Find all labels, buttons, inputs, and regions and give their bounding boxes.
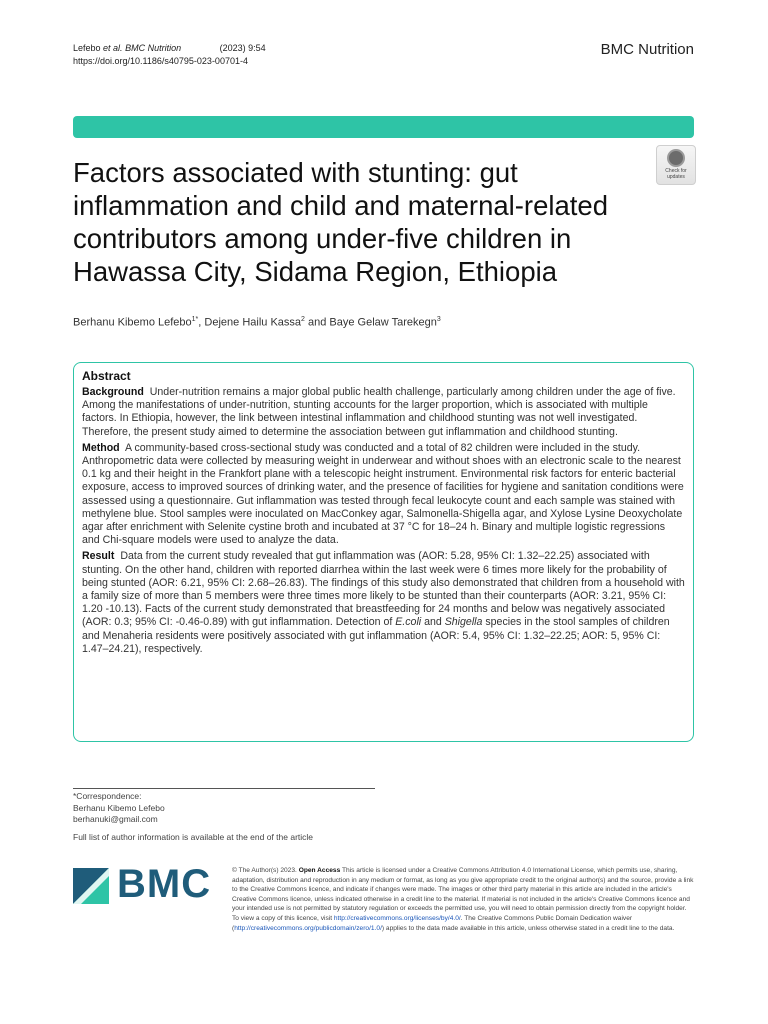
license-text bbox=[232, 866, 695, 933]
citation-journal: BMC Nutrition bbox=[125, 43, 182, 53]
correspondence-label: *Correspondence: bbox=[73, 791, 142, 801]
open-access-label: Open Access bbox=[298, 867, 341, 874]
bmc-logo[interactable] bbox=[73, 862, 215, 906]
result-text: Data from the current study revealed that gut inflammation was (AOR: 5.28, 95% CI: 1.32–22.25) associated with stunting. On the other hand, children with reported diarrhea within the last week were 6 times more likely for the probability of being stunted (AOR: 6.21, 95% CI: 2.68–26.83). The findings of this study also demonstrated that children from a household with a family size of more than 5 members were three times more likely to be stunted than their counterparts (AOR: 3.21, 95% CI: 1.20 -10.13). Facts of the current study demonstrated that breastfeeding for 24 months and below was negatively associated (AOR: 0.3; 95% CI: -0.46-0.89) with gut inflammation. Detection of bbox=[82, 550, 685, 629]
citation-line bbox=[73, 42, 266, 55]
abstract-background bbox=[82, 386, 685, 439]
method-text: A community-based cross-sectional study was conducted and a total of 82 children were included in the study. Anthropometric data were collected by measuring weight in underwear and without shoes with an electronic scale to the nearest 0.1 kg and their height in the Frankfort plane with a telescopic height instrument. Environmental risk factors for enteric bacterial exposure, access to improved sources of drinking water, and the presence of facilities for hygiene and sanitation conditions were assessed using a questionnaire. Gut inflammation was tested through fecal leukocyte count and each sample was stained with methylene blue. Stool samples were inoculated on MacConkey agar, Salmonella-Shigella agar, and Xylose Lysine Deoxycholate agar after enrichment with Selenite cystine broth and incubated at 37 °C for 18–24 h. Binary and multiple logistic regressions and Chi-square models were used to analyze the data. bbox=[82, 441, 684, 547]
method-label: Method bbox=[82, 441, 120, 454]
badge-line-1: Check for bbox=[665, 168, 687, 174]
correspondence-block bbox=[73, 791, 165, 826]
author-affiliation: 1* bbox=[191, 316, 199, 323]
author-affiliation: 3 bbox=[436, 316, 441, 323]
author-name[interactable]: Baye Gelaw Tarekegn bbox=[329, 316, 437, 329]
author-name[interactable]: Berhanu Kibemo Lefebo bbox=[73, 316, 192, 329]
bmc-logo-square bbox=[73, 868, 109, 904]
background-label: Background bbox=[82, 386, 144, 398]
license-body: This article is licensed under a Creative Commons Attribution 4.0 International License, which permits use, sharing, adaptation, distribution and reproduction in any medium or format, as long as you give appropriate credit to the original author(s) and the source, provide a link to the Creative Commons licence, and indicate if changes were made. The images or other third party material in this article are included in the article's Creative Commons licence, unless indicated otherwise in a credit line to the material. If material is not included in the article's Creative Commons licence and your intended use is not permitted by statutory regulation or exceeds the permitted use, you will need to obtain permission directly from the copyright holder. To view a copy of this licence, visit bbox=[232, 867, 694, 922]
correspondence-name: Berhanu Kibemo Lefebo bbox=[73, 802, 165, 813]
author-info-note: Full list of author information is available at the end of the article bbox=[73, 832, 314, 842]
accent-bar bbox=[73, 116, 694, 138]
doi-link[interactable]: https://doi.org/10.1186/s40795-023-00701-4 bbox=[73, 56, 248, 66]
abstract-method bbox=[82, 442, 685, 548]
result-label: Result bbox=[82, 550, 115, 563]
citation-year: (2023) 9:54 bbox=[219, 43, 266, 53]
waiver-link[interactable]: http://creativecommons.org/publicdomain/zero/1.0/ bbox=[234, 924, 382, 932]
abstract-box bbox=[73, 362, 694, 742]
license-body: . The Creative Commons Public Domain Dedication waiver ( bbox=[232, 914, 633, 932]
author-name[interactable]: Dejene Hailu Kassa bbox=[204, 316, 302, 329]
author-affiliation: 2 bbox=[301, 316, 305, 323]
check-for-updates-badge[interactable] bbox=[656, 145, 696, 185]
bmc-logo-text: BMC bbox=[117, 862, 212, 906]
correspondence-email[interactable]: berhanuki@gmail.com bbox=[73, 814, 158, 824]
journal-name: BMC Nutrition bbox=[600, 41, 694, 58]
result-text: and bbox=[421, 616, 445, 629]
license-body: ) applies to the data made available in this article, unless otherwise stated in a credit line to the data. bbox=[381, 924, 675, 932]
abstract-result bbox=[82, 550, 685, 656]
author-separator: , bbox=[198, 316, 205, 329]
badge-line-2: updates bbox=[667, 174, 685, 180]
article-title: Factors associated with stunting: gut inflammation and child and maternal-related contributors among under-five children in Hawassa City, Sidama Region, Ethiopia bbox=[73, 157, 609, 287]
abstract-heading: Abstract bbox=[82, 369, 131, 383]
citation-author: Lefebo bbox=[73, 43, 101, 53]
license-prefix: © The Author(s) 2023. bbox=[232, 867, 297, 874]
check-for-updates-icon bbox=[667, 149, 685, 167]
author-separator: and bbox=[304, 316, 330, 329]
running-header bbox=[73, 42, 266, 68]
result-italic: E.coli bbox=[395, 616, 422, 629]
author-list bbox=[73, 316, 441, 329]
license-link[interactable]: http://creativecommons.org/licenses/by/4.0/ bbox=[333, 914, 461, 922]
result-text: species in the stool samples of children and Menaheria residents were positively associated with gut inflammation (AOR: 5.4, 95% CI: 1.32–22.25; AOR: 5, 95% CI: 1.47–24.21), respectively. bbox=[82, 616, 670, 655]
footnote-rule bbox=[73, 788, 375, 789]
background-text: Under-nutrition remains a major global public health challenge, particularly among children under the age of five. Among the manifestations of under-nutrition, stunting accounts for the larger proportion, which is associated with multiple factors. In Ethiopia, however, the link between intestinal inflammation and childhood stunting was not well investigated. Therefore, the present study aimed to determine the association between gut inflammation and childhood stunting. bbox=[82, 386, 676, 438]
result-italic: Shigella bbox=[444, 616, 483, 629]
citation-etal: et al. bbox=[103, 43, 123, 53]
